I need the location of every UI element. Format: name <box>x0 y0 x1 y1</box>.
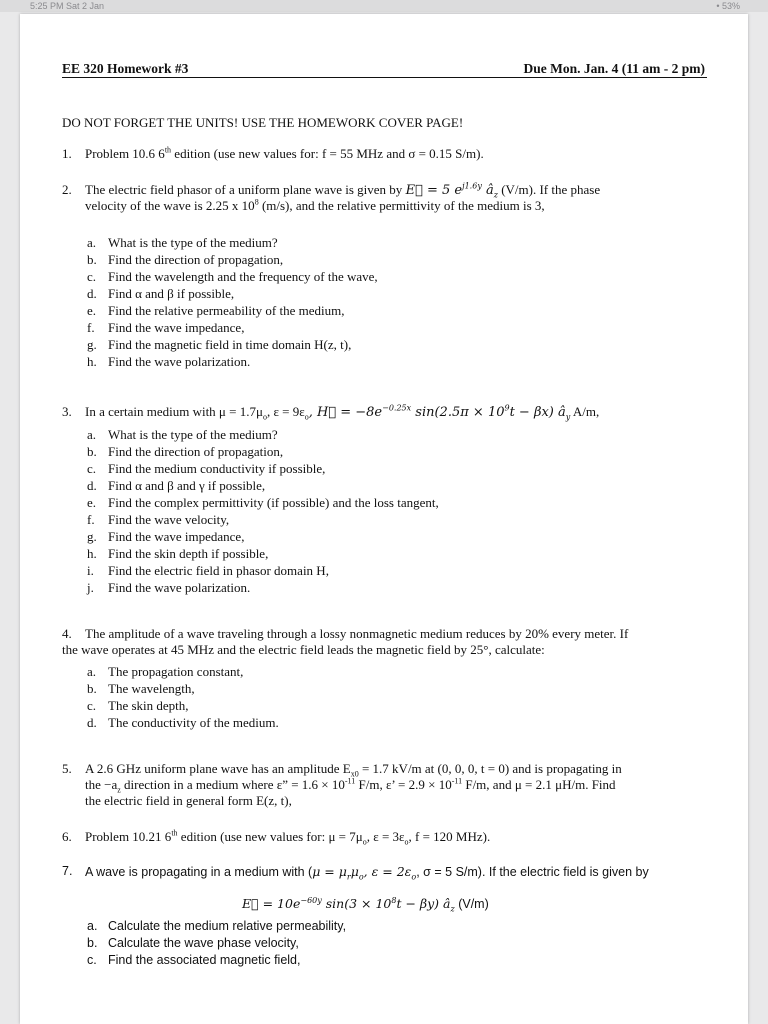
problem-1-number: 1. <box>62 146 72 161</box>
subitem-label: c. <box>87 269 97 284</box>
subitem-label: e. <box>87 495 97 510</box>
subitem-text: Find α and β if possible, <box>108 286 235 301</box>
document-page <box>20 14 748 1024</box>
subitem-text: Find the direction of propagation, <box>108 444 284 459</box>
subitem-text: The skin depth, <box>108 698 189 713</box>
subitem-label: a. <box>87 235 97 250</box>
subitem-label: h. <box>87 546 97 561</box>
subitem-label: d. <box>87 286 97 301</box>
problem-5-number: 5. <box>62 761 72 776</box>
subitem-text: Find the direction of propagation, <box>108 252 284 267</box>
subitem-label: b. <box>87 252 97 267</box>
subitem-label: j. <box>87 580 94 595</box>
subitem-text: The conductivity of the medium. <box>108 715 279 730</box>
status-bar <box>0 0 768 12</box>
problem-5-line-1: A 2.6 GHz uniform plane wave has an amplitude $E_{x0} = 1.7$ kV/m at (0, 0, 0, t = 0) and is propagating in <box>85 761 622 779</box>
subitem-text: The wavelength, <box>108 681 195 696</box>
subitem-text: Find the wave impedance, <box>108 529 245 544</box>
subitem-text: What is the type of the medium? <box>108 427 278 442</box>
subitem-label: c. <box>87 698 97 713</box>
subitem-label: a. <box>87 664 97 679</box>
subitem-text: Find the skin depth if possible, <box>108 546 269 561</box>
subitem-text: Calculate the medium relative permeability, <box>108 919 347 933</box>
subitem-text: The propagation constant, <box>108 664 244 679</box>
subitem-label: d. <box>87 715 97 730</box>
problem-7-equation: E⃗ = $10e^{-60y}$ $\sin(3 \times 10^8t - \beta y)$ $â_z$ (V/m) <box>242 895 489 914</box>
battery-indicator: • 53% <box>716 1 740 11</box>
problem-5-line-2: the $-a_z$ direction in a medium where ε” = $1.6 \times 10^{-11}$ F/m, ε’ = $2.9 \times 10^{-11}$ F/m, and μ = 2.1 μH/m. Find <box>85 776 616 795</box>
header-rule <box>62 77 707 78</box>
notice: DO NOT FORGET THE UNITS! USE THE HOMEWORK COVER PAGE! <box>62 115 464 130</box>
course-title: EE 320 Homework #3 <box>62 61 189 76</box>
problem-4-line-2: the wave operates at 45 MHz and the electric field leads the magnetic field by 25°, calculate: <box>62 642 545 657</box>
problem-6-number: 6. <box>62 829 72 844</box>
subitem-label: d. <box>87 478 97 493</box>
problem-2-line-1: The electric field phasor of a uniform plane wave is given by E⃗ = 5 $e^{j1.6y}$ $â_z$ (V/m). If the phase <box>85 181 601 200</box>
due-date: Due Mon. Jan. 4 (11 am - 2 pm) <box>523 61 705 76</box>
subitem-label: i. <box>87 563 94 578</box>
subitem-text: Find the complex permittivity (if possible) and the loss tangent, <box>108 495 439 510</box>
subitem-label: f. <box>87 512 95 527</box>
problem-4-line-1: The amplitude of a wave traveling through a lossy nonmagnetic medium reduces by 20% every meter. If <box>85 626 629 641</box>
subitem-text: Find the relative permeability of the medium, <box>108 303 345 318</box>
subitem-text: Find the wave impedance, <box>108 320 245 335</box>
problem-2-line-2: velocity of the wave is 2.25 x $10^8$ (m/s), and the relative permittivity of the medium is 3, <box>85 197 545 213</box>
subitem-label: b. <box>87 681 97 696</box>
subitem-text: Find the associated magnetic field, <box>108 953 301 967</box>
problem-7-line-1: A wave is propagating in a medium with ($\mu = \mu_r\mu_o$, $\varepsilon = 2\varepsilon_o$, σ = 5 S/m). If the electric field is given by <box>85 864 649 882</box>
subitem-label: c. <box>87 461 97 476</box>
problem-1-text: Problem 10.6 6th edition (use new values for: f = 55 MHz and σ = 0.15 S/m). <box>85 145 484 161</box>
subitem-label: c. <box>87 953 97 967</box>
problem-7-number: 7. <box>62 864 73 878</box>
subitem-text: What is the type of the medium? <box>108 235 278 250</box>
subitem-label: g. <box>87 337 97 352</box>
problem-2-number: 2. <box>62 182 72 197</box>
problem-3-number: 3. <box>62 404 72 419</box>
problem-4-number: 4. <box>62 626 72 641</box>
problem-6-text: Problem 10.21 6th edition (use new values for: $\mu = 7\mu_o$, $\varepsilon = 3\varepsilon_o$, f = 120 MHz). <box>85 828 491 847</box>
subitem-text: Find the wavelength and the frequency of the wave, <box>108 269 378 284</box>
subitem-label: a. <box>87 427 97 442</box>
subitem-text: Find the wave polarization. <box>108 354 251 369</box>
subitem-label: a. <box>87 919 98 933</box>
subitem-label: h. <box>87 354 97 369</box>
subitem-label: f. <box>87 320 95 335</box>
subitem-text: Calculate the wave phase velocity, <box>108 936 299 950</box>
subitem-label: b. <box>87 444 97 459</box>
subitem-label: e. <box>87 303 97 318</box>
subitem-text: Find the wave polarization. <box>108 580 251 595</box>
problem-5-line-3: the electric field in general form E(z, t), <box>85 793 292 808</box>
subitem-text: Find the medium conductivity if possible, <box>108 461 326 476</box>
subitem-text: Find the electric field in phasor domain H, <box>108 563 329 578</box>
subitem-label: g. <box>87 529 97 544</box>
subitem-text: Find the wave velocity, <box>108 512 230 527</box>
subitem-text: Find the magnetic field in time domain H(z, t), <box>108 337 352 352</box>
subitem-label: b. <box>87 936 98 950</box>
subitem-text: Find α and β and γ if possible, <box>108 478 266 493</box>
status-time: 5:25 PM Sat 2 Jan <box>30 1 105 11</box>
problem-3-line: In a certain medium with $\mu = 1.7\mu_o$, $\varepsilon = 9\varepsilon_o$, H⃗ = $-8e^{-0.25x}$ $\sin(2.5\pi \times 10^9t - \beta x)$ $â_y$ A/m, <box>85 403 600 422</box>
